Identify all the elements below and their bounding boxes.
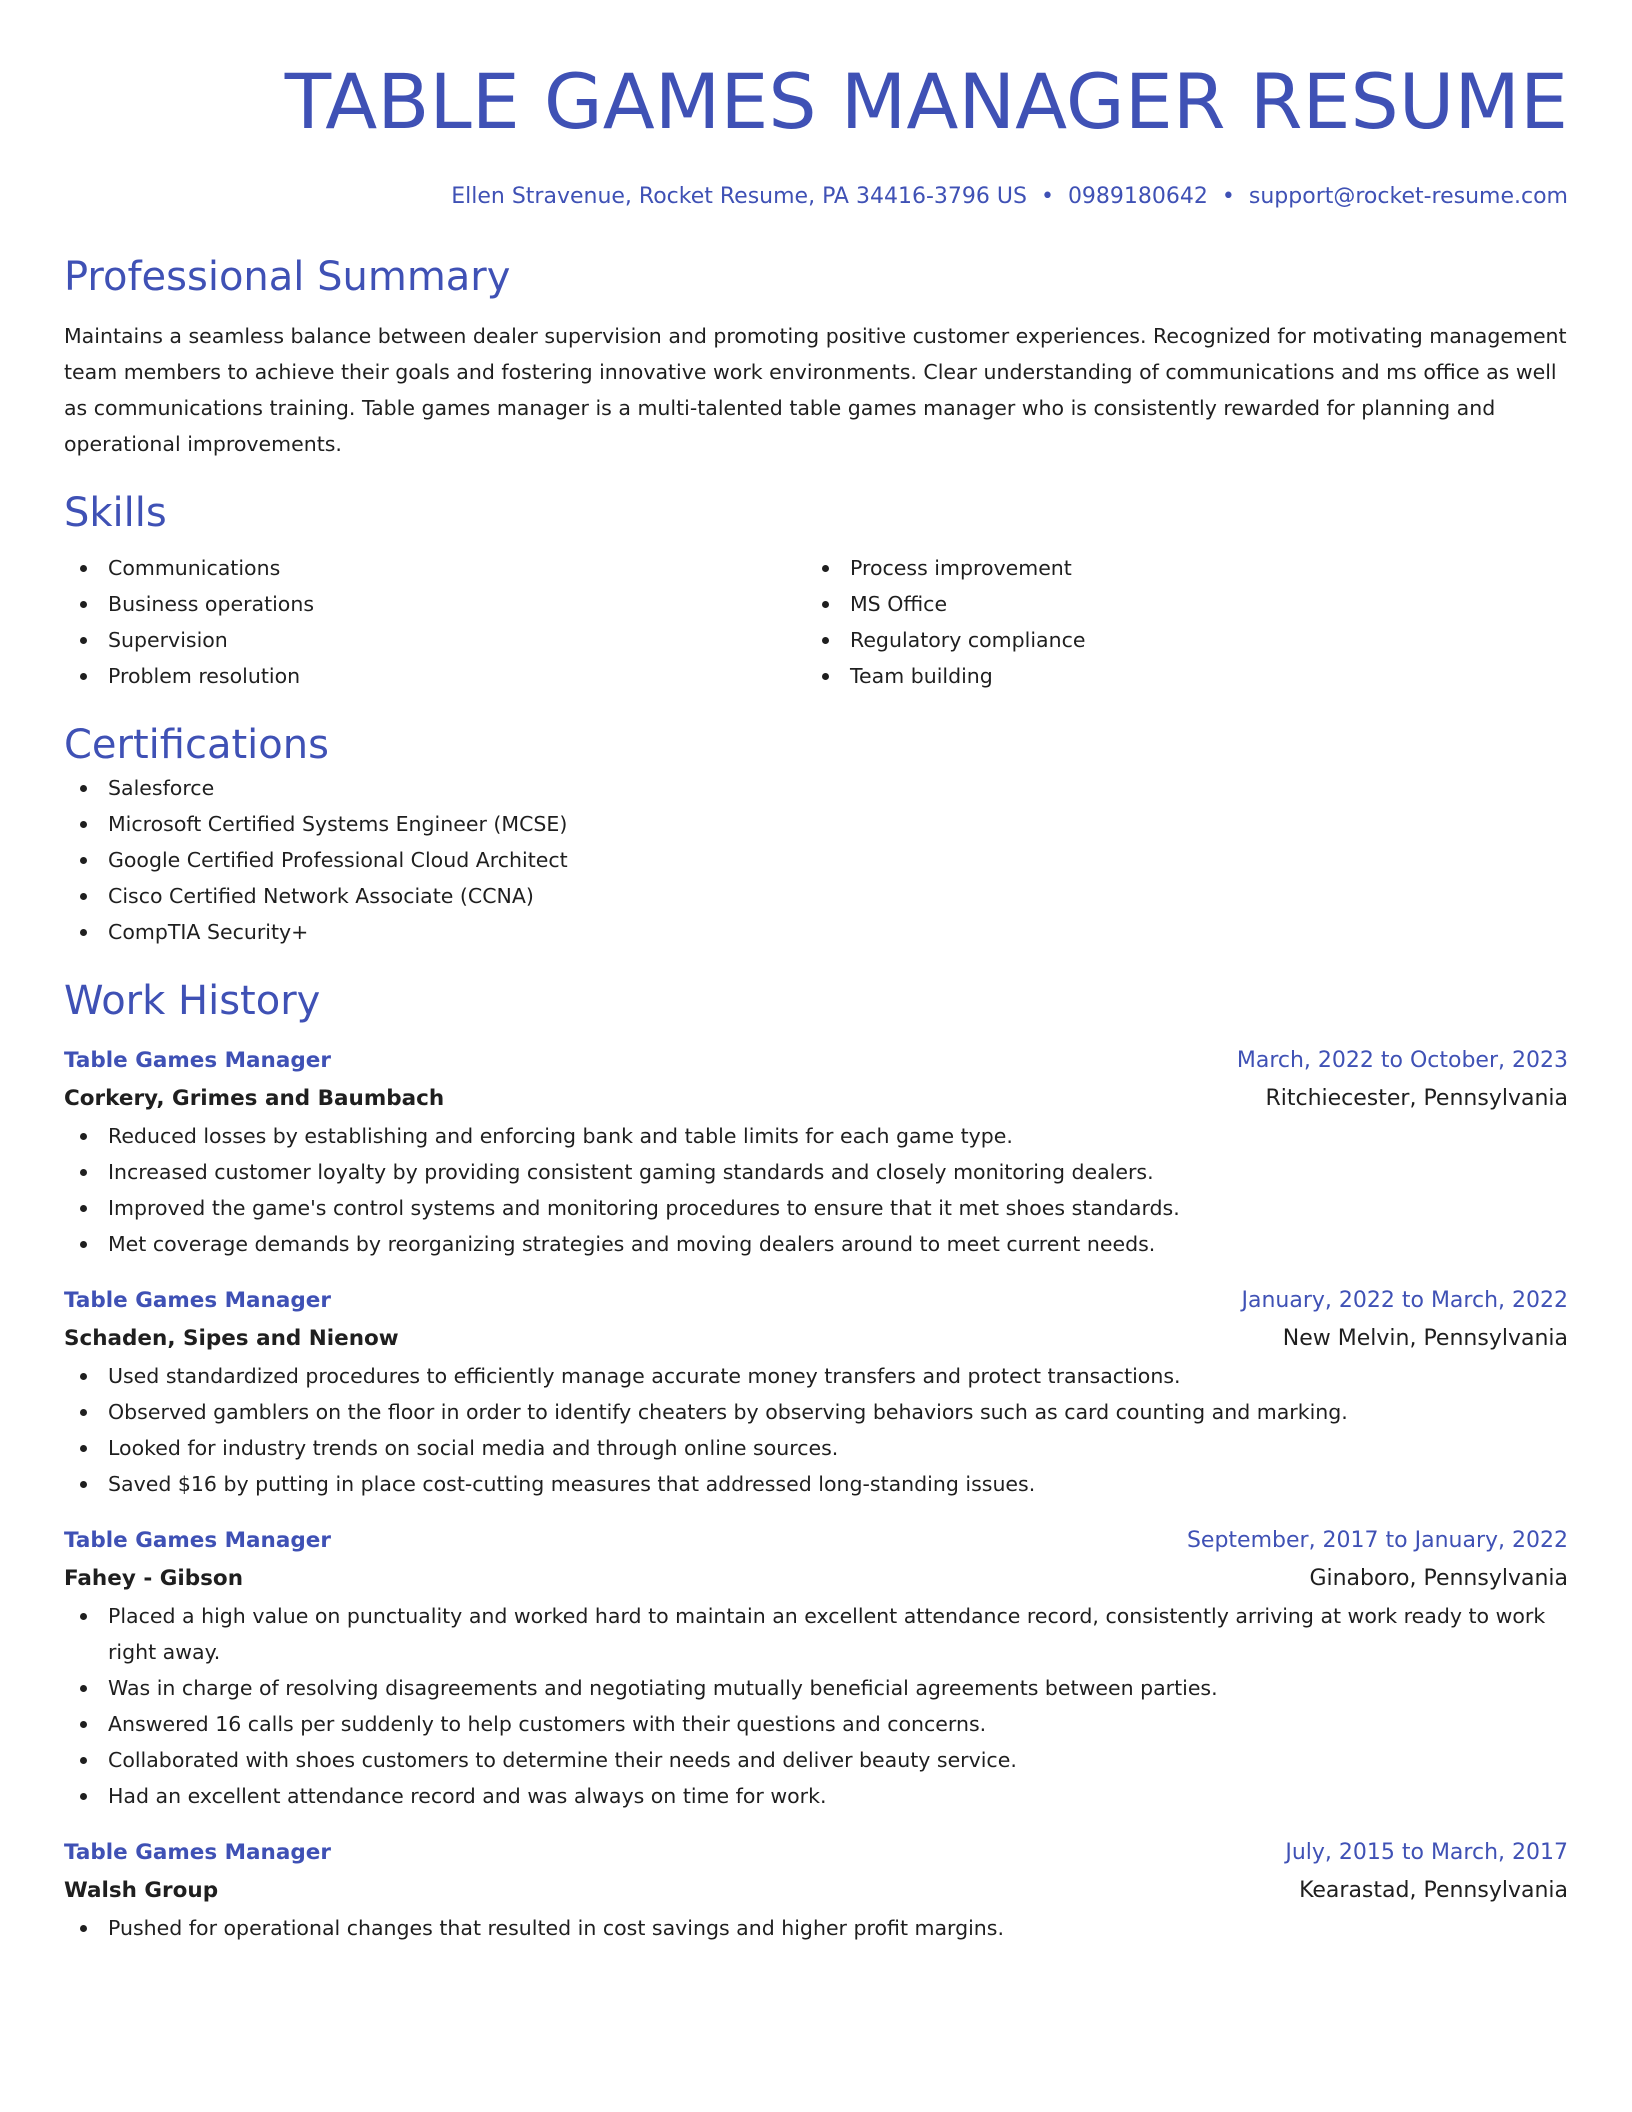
job-location: Ginaboro, Pennsylvania [1309, 1566, 1568, 1591]
contact-email[interactable]: support@rocket-resume.com [1248, 184, 1568, 209]
job-dates: July, 2015 to March, 2017 [1285, 1840, 1568, 1865]
job-entry [64, 1282, 1568, 1502]
job-bullet: Improved the game's control systems and monitoring procedures to ensure that it met shoes standards. [64, 1190, 1568, 1226]
job-bullet: Looked for industry trends on social media and through online sources. [64, 1430, 1568, 1466]
job-entry [64, 1834, 1568, 1946]
job-company: Walsh Group [64, 1878, 219, 1903]
skills-column-right [806, 550, 1548, 694]
job-header-row [64, 1282, 1568, 1320]
skill-item: Business operations [64, 586, 806, 622]
certification-item: Google Certified Professional Cloud Architect [64, 842, 1568, 878]
job-company: Corkery, Grimes and Baumbach [64, 1086, 445, 1111]
contact-address: Ellen Stravenue, Rocket Resume, PA 34416-3796 US [451, 184, 1027, 209]
job-entry [64, 1522, 1568, 1814]
job-location: Ritchiecester, Pennsylvania [1265, 1086, 1568, 1111]
job-bullet: Collaborated with shoes customers to determine their needs and deliver beauty service. [64, 1742, 1568, 1778]
job-bullet: Pushed for operational changes that resulted in cost savings and higher profit margins. [64, 1910, 1568, 1946]
job-bullets [64, 1358, 1568, 1502]
job-bullet: Observed gamblers on the floor in order to identify cheaters by observing behaviors such as card counting and marking. [64, 1394, 1568, 1430]
skill-item: Communications [64, 550, 806, 586]
job-bullet: Was in charge of resolving disagreements and negotiating mutually beneficial agreements between parties. [64, 1670, 1568, 1706]
job-dates: March, 2022 to October, 2023 [1236, 1048, 1568, 1073]
job-company: Schaden, Sipes and Nienow [64, 1326, 399, 1351]
job-header-row [64, 1834, 1568, 1872]
job-bullet: Increased customer loyalty by providing consistent gaming standards and closely monitoring dealers. [64, 1154, 1568, 1190]
contact-separator: • [1221, 184, 1235, 209]
job-bullet: Met coverage demands by reorganizing strategies and moving dealers around to meet current needs. [64, 1226, 1568, 1262]
job-bullets [64, 1598, 1568, 1814]
job-bullet: Reduced losses by establishing and enforcing bank and table limits for each game type. [64, 1118, 1568, 1154]
certifications-list [64, 770, 1568, 950]
certification-item: Cisco Certified Network Associate (CCNA) [64, 878, 1568, 914]
skills-column-left [64, 550, 806, 694]
job-company-row [64, 1560, 1568, 1598]
job-title: Table Games Manager [64, 1840, 331, 1865]
job-location: Kearastad, Pennsylvania [1299, 1878, 1568, 1903]
job-header-row [64, 1522, 1568, 1560]
certification-item: Microsoft Certified Systems Engineer (MCSE) [64, 806, 1568, 842]
skills-grid [64, 550, 1568, 694]
job-header-row [64, 1042, 1568, 1080]
job-bullets [64, 1910, 1568, 1946]
skill-item: Regulatory compliance [806, 622, 1548, 658]
job-location: New Melvin, Pennsylvania [1282, 1326, 1568, 1351]
skill-item: Problem resolution [64, 658, 806, 694]
certifications-heading: Certifications [64, 722, 329, 768]
job-company-row [64, 1320, 1568, 1358]
skills-heading: Skills [64, 490, 167, 536]
job-company: Fahey - Gibson [64, 1566, 244, 1591]
job-bullet: Placed a high value on punctuality and worked hard to maintain an excellent attendance record, consistently arriving at work ready to work right away. [64, 1598, 1568, 1670]
contact-line [64, 182, 1568, 212]
contact-separator: • [1040, 184, 1054, 209]
work-history-heading: Work History [64, 978, 321, 1024]
job-title: Table Games Manager [64, 1048, 331, 1073]
contact-phone[interactable]: 0989180642 [1067, 184, 1208, 209]
job-dates: January, 2022 to March, 2022 [1241, 1288, 1568, 1313]
skill-item: Process improvement [806, 550, 1548, 586]
resume-title: TABLE GAMES MANAGER RESUME [284, 57, 1568, 146]
job-title: Table Games Manager [64, 1288, 331, 1313]
summary-text: Maintains a seamless balance between dealer supervision and promoting positive customer experiences. Recognized for motivating management team members to achieve their goals and fostering innovative work environments. Clear understanding of communications and ms office as well as communications training. Table games manager is a multi-talented table games manager who is consistently rewarded for planning and operational improvements. [64, 324, 1567, 456]
job-bullet: Saved $16 by putting in place cost-cutting measures that addressed long-standing issues. [64, 1466, 1568, 1502]
job-entry [64, 1042, 1568, 1262]
summary-heading: Professional Summary [64, 254, 511, 300]
certification-item: Salesforce [64, 770, 1568, 806]
job-dates: September, 2017 to January, 2022 [1186, 1528, 1568, 1553]
job-bullet: Had an excellent attendance record and was always on time for work. [64, 1778, 1568, 1814]
job-title: Table Games Manager [64, 1528, 331, 1553]
job-bullet: Answered 16 calls per suddenly to help customers with their questions and concerns. [64, 1706, 1568, 1742]
job-bullets [64, 1118, 1568, 1262]
skill-item: Team building [806, 658, 1548, 694]
skill-item: MS Office [806, 586, 1548, 622]
certification-item: CompTIA Security+ [64, 914, 1568, 950]
job-company-row [64, 1872, 1568, 1910]
job-bullet: Used standardized procedures to efficiently manage accurate money transfers and protect transactions. [64, 1358, 1568, 1394]
job-company-row [64, 1080, 1568, 1118]
skill-item: Supervision [64, 622, 806, 658]
